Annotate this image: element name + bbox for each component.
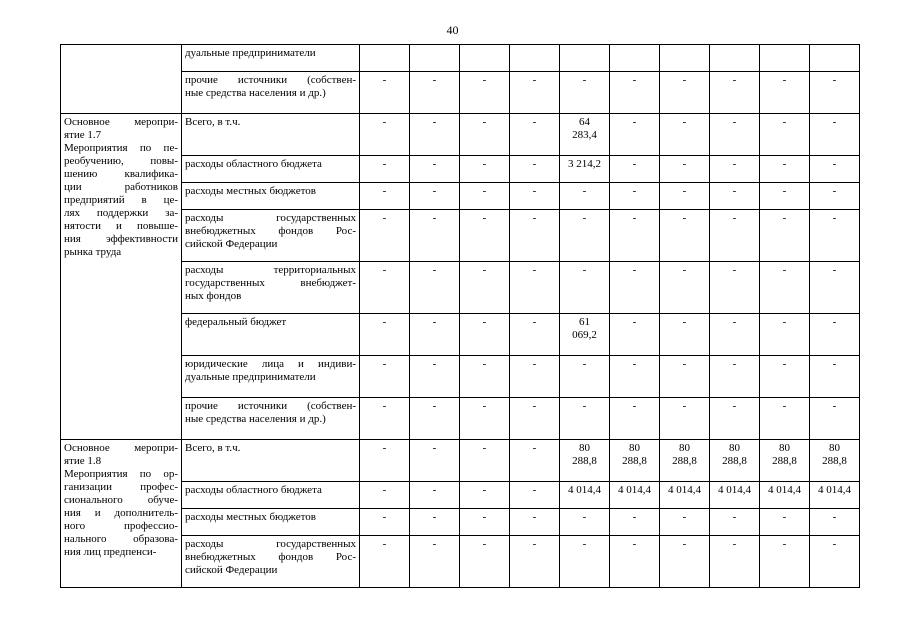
measure-title-line: нального образова- <box>64 533 178 545</box>
value-cell: - <box>510 262 560 314</box>
value-cell: - <box>710 509 760 536</box>
value-cell: - <box>560 72 610 114</box>
value-cell: - <box>760 398 810 440</box>
value-cell <box>410 45 460 72</box>
value-cell: - <box>460 314 510 356</box>
measure-title-line: шению квалифика- <box>64 168 178 180</box>
funding-source-line: расходы местных бюджетов <box>185 185 317 197</box>
value-cell: - <box>510 356 560 398</box>
value-cell: - <box>360 262 410 314</box>
value-cell: - <box>460 398 510 440</box>
value-cell: - <box>410 482 460 509</box>
value-cell: 4 014,4 <box>660 482 710 509</box>
value-cell: - <box>510 440 560 482</box>
measure-title-line: ганизации профес- <box>64 481 178 493</box>
value-cell: - <box>360 156 410 183</box>
funding-source-line: ные средства населения и др.) <box>185 413 326 425</box>
value-cell <box>560 45 610 72</box>
table-row <box>61 440 860 482</box>
value-cell: - <box>560 262 610 314</box>
value-cell: - <box>660 356 710 398</box>
value-cell: - <box>810 210 860 262</box>
value-cell: - <box>560 398 610 440</box>
value-cell: - <box>610 156 660 183</box>
value-cell: - <box>410 72 460 114</box>
value-cell: - <box>560 536 610 588</box>
value-cell: - <box>410 156 460 183</box>
funding-source-cell <box>182 114 360 156</box>
measure-title-line: лях поддержки за- <box>64 207 178 219</box>
funding-source-cell <box>182 210 360 262</box>
measure-title-cell <box>61 440 182 588</box>
funding-source-line: расходы областного бюджета <box>185 158 322 170</box>
value-cell: - <box>360 482 410 509</box>
value-cell: - <box>810 114 860 156</box>
value-cell: - <box>610 509 660 536</box>
measure-title-line: ного профессио- <box>64 520 178 532</box>
value-cell: - <box>510 183 560 210</box>
funding-source-line: расходы государственных внебюджетных фондов Рос- <box>185 538 356 563</box>
funding-source-cell <box>182 156 360 183</box>
value-cell: - <box>460 536 510 588</box>
funding-source-line: прочие источники (собствен- <box>185 400 356 412</box>
value-cell: - <box>410 536 460 588</box>
value-cell: - <box>560 183 610 210</box>
value-cell <box>460 45 510 72</box>
value-cell: - <box>710 72 760 114</box>
measure-title-line: ния эффективности <box>64 233 178 245</box>
funding-source-cell <box>182 314 360 356</box>
value-cell: - <box>760 536 810 588</box>
value-cell: - <box>360 114 410 156</box>
value-cell: 80 288,8 <box>810 440 860 482</box>
value-cell: - <box>360 314 410 356</box>
value-cell: - <box>660 262 710 314</box>
value-cell: 80 288,8 <box>710 440 760 482</box>
value-cell: - <box>610 114 660 156</box>
value-cell: - <box>810 72 860 114</box>
funding-source-line: дуальные предприниматели <box>185 47 316 59</box>
value-cell: - <box>360 440 410 482</box>
value-cell: - <box>710 183 760 210</box>
measure-title-line: Основное меропри- <box>64 116 178 128</box>
value-cell: 4 014,4 <box>710 482 760 509</box>
measure-title-line: рынка труда <box>64 246 122 258</box>
value-cell: - <box>460 183 510 210</box>
measure-title-line: реобучению, повы- <box>64 155 178 167</box>
measure-title-line: ятие 1.8 <box>64 455 102 467</box>
value-cell: - <box>410 356 460 398</box>
value-cell: - <box>510 114 560 156</box>
value-cell: - <box>710 156 760 183</box>
funding-source-line: Всего, в т.ч. <box>185 442 241 454</box>
value-cell: - <box>460 210 510 262</box>
value-cell: - <box>460 509 510 536</box>
value-cell: - <box>810 262 860 314</box>
value-cell: 4 014,4 <box>560 482 610 509</box>
value-cell: - <box>360 536 410 588</box>
value-cell: - <box>710 536 760 588</box>
value-cell: - <box>410 398 460 440</box>
value-cell: 61 069,2 <box>560 314 610 356</box>
funding-source-line: расходы местных бюджетов <box>185 511 317 523</box>
value-cell <box>360 45 410 72</box>
value-cell: 80 288,8 <box>560 440 610 482</box>
value-cell: - <box>510 72 560 114</box>
value-cell: - <box>460 356 510 398</box>
value-cell: - <box>410 262 460 314</box>
value-cell: - <box>710 114 760 156</box>
value-cell: 4 014,4 <box>610 482 660 509</box>
funding-source-cell <box>182 536 360 588</box>
funding-source-line: федеральный бюджет <box>185 316 287 328</box>
funding-source-cell <box>182 183 360 210</box>
value-cell: - <box>510 314 560 356</box>
value-cell: - <box>610 262 660 314</box>
value-cell: - <box>360 72 410 114</box>
value-cell: - <box>460 72 510 114</box>
value-cell: 80 288,8 <box>660 440 710 482</box>
funding-source-line: прочие источники (собствен- <box>185 74 356 86</box>
value-cell: - <box>460 440 510 482</box>
value-cell: - <box>760 183 810 210</box>
value-cell: - <box>410 114 460 156</box>
value-cell: 64 283,4 <box>560 114 610 156</box>
value-cell: - <box>610 398 660 440</box>
value-cell: - <box>660 114 710 156</box>
measure-title-line: ния и дополнитель- <box>64 507 178 519</box>
funding-source-line: ные средства населения и др.) <box>185 87 326 99</box>
value-cell: - <box>360 509 410 536</box>
value-cell: 80 288,8 <box>610 440 660 482</box>
value-cell <box>610 45 660 72</box>
table-row <box>61 114 860 156</box>
value-cell: - <box>410 183 460 210</box>
funding-source-line: юридические лица и индиви- <box>185 358 356 370</box>
value-cell: - <box>410 210 460 262</box>
measure-title-line: нятости и повыше- <box>64 220 178 232</box>
value-cell: - <box>710 210 760 262</box>
funding-source-line: сийской Федерации <box>185 564 278 576</box>
table-row <box>61 45 860 72</box>
value-cell: - <box>510 398 560 440</box>
value-cell: - <box>510 509 560 536</box>
value-cell: - <box>560 356 610 398</box>
measure-title-line: Основное меропри- <box>64 442 178 454</box>
value-cell: - <box>710 356 760 398</box>
value-cell: - <box>610 356 660 398</box>
funding-source-cell <box>182 72 360 114</box>
value-cell <box>810 45 860 72</box>
value-cell: - <box>760 509 810 536</box>
measure-title-line: сионального обуче- <box>64 494 178 506</box>
value-cell: - <box>710 314 760 356</box>
funding-source-line: ных фондов <box>185 290 242 302</box>
value-cell: - <box>360 183 410 210</box>
value-cell: - <box>660 72 710 114</box>
value-cell: - <box>810 314 860 356</box>
value-cell: - <box>810 356 860 398</box>
value-cell: - <box>710 262 760 314</box>
page-number: 40 <box>446 23 459 37</box>
value-cell: - <box>410 440 460 482</box>
measure-title-cell <box>61 114 182 440</box>
measure-title-line: Мероприятия по пе- <box>64 142 178 154</box>
funding-source-cell <box>182 482 360 509</box>
value-cell: - <box>560 210 610 262</box>
funding-source-cell <box>182 262 360 314</box>
value-cell: - <box>660 314 710 356</box>
value-cell: 80 288,8 <box>760 440 810 482</box>
value-cell: - <box>360 398 410 440</box>
value-cell: - <box>760 210 810 262</box>
value-cell: - <box>460 262 510 314</box>
value-cell: - <box>760 156 810 183</box>
value-cell: - <box>760 114 810 156</box>
value-cell <box>510 45 560 72</box>
value-cell: - <box>660 509 710 536</box>
measure-title-line: ции работников <box>64 181 178 193</box>
value-cell: - <box>760 72 810 114</box>
budget-table <box>60 44 860 588</box>
value-cell: - <box>810 156 860 183</box>
value-cell: - <box>410 509 460 536</box>
value-cell <box>710 45 760 72</box>
value-cell: - <box>760 262 810 314</box>
funding-source-line: сийской Федерации <box>185 238 278 250</box>
value-cell <box>760 45 810 72</box>
value-cell: - <box>510 210 560 262</box>
value-cell: - <box>610 210 660 262</box>
funding-source-cell <box>182 356 360 398</box>
value-cell: - <box>660 183 710 210</box>
value-cell: - <box>810 509 860 536</box>
value-cell: 4 014,4 <box>810 482 860 509</box>
value-cell: - <box>660 156 710 183</box>
value-cell: - <box>610 314 660 356</box>
funding-source-line: расходы государственных внебюджетных фондов Рос- <box>185 212 356 237</box>
value-cell: - <box>710 398 760 440</box>
funding-source-cell <box>182 45 360 72</box>
value-cell: - <box>810 183 860 210</box>
funding-source-line: Всего, в т.ч. <box>185 116 241 128</box>
funding-source-line: расходы областного бюджета <box>185 484 322 496</box>
funding-source-cell <box>182 509 360 536</box>
measure-title-cell <box>61 45 182 114</box>
value-cell: - <box>510 156 560 183</box>
value-cell: - <box>810 536 860 588</box>
value-cell: - <box>510 536 560 588</box>
value-cell: - <box>510 482 560 509</box>
value-cell: - <box>660 536 710 588</box>
funding-source-line: дуальные предприниматели <box>185 371 316 383</box>
value-cell: - <box>810 398 860 440</box>
value-cell: - <box>760 314 810 356</box>
measure-title-line: предприятий в це- <box>64 194 178 206</box>
value-cell: - <box>360 356 410 398</box>
value-cell <box>660 45 710 72</box>
funding-source-cell <box>182 440 360 482</box>
value-cell: - <box>460 114 510 156</box>
measure-title-line: ния лиц предпенси- <box>64 546 157 558</box>
value-cell: - <box>560 509 610 536</box>
value-cell: - <box>610 183 660 210</box>
value-cell: - <box>460 156 510 183</box>
value-cell: - <box>760 356 810 398</box>
value-cell: - <box>660 398 710 440</box>
funding-source-cell <box>182 398 360 440</box>
value-cell: - <box>460 482 510 509</box>
value-cell: 3 214,2 <box>560 156 610 183</box>
value-cell: - <box>410 314 460 356</box>
value-cell: - <box>360 210 410 262</box>
value-cell: - <box>610 536 660 588</box>
measure-title-line: ятие 1.7 <box>64 129 102 141</box>
value-cell: - <box>660 210 710 262</box>
measure-title-line: Мероприятия по ор- <box>64 468 178 480</box>
funding-source-line: расходы территориальных государственных внебюджет- <box>185 264 356 289</box>
value-cell: 4 014,4 <box>760 482 810 509</box>
value-cell: - <box>610 72 660 114</box>
